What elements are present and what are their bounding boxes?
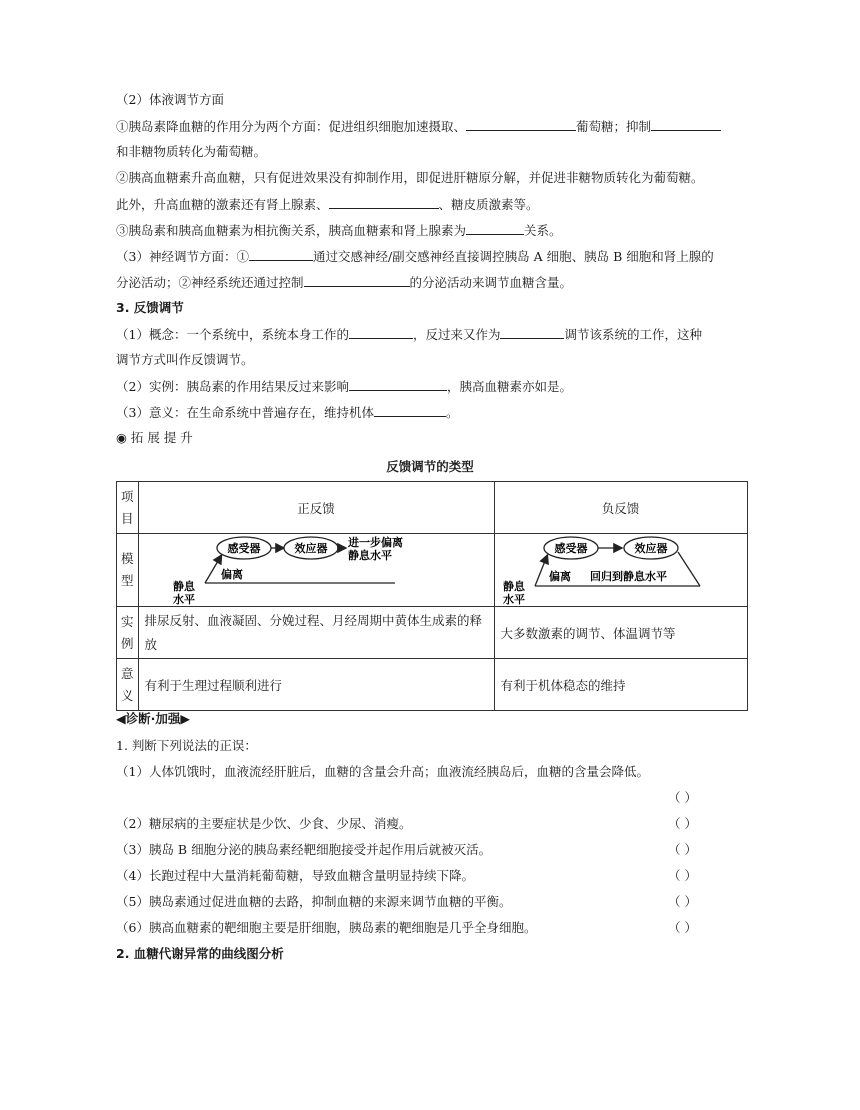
fill-blank[interactable] [500, 326, 564, 339]
text-line: ①胰岛素降血糖的作用分为两个方面：促进组织细胞加速摄取、 葡萄糖；抑制 [116, 118, 721, 135]
rest-label-2: 水平 [502, 593, 525, 606]
text-line: 此外，升高血糖的激素还有肾上腺素、 、糖皮质激素等。 [116, 197, 539, 212]
fill-blank[interactable] [329, 196, 439, 209]
text-line: ③胰岛素和胰高血糖素为相抗衡关系，胰高血糖素和肾上腺素为 关系。 [116, 223, 562, 238]
answer-bracket[interactable]: （ ） [668, 842, 697, 857]
fill-blank[interactable] [374, 404, 446, 417]
table-row [117, 659, 748, 711]
negative-model-cell [494, 534, 747, 607]
table-row [117, 607, 748, 659]
fill-blank[interactable] [466, 222, 524, 235]
subsection-neural: （3）神经调节方面：① 通过交感神经/副交感神经直接调控胰岛 A 细胞、胰岛 B 细胞和肾上腺的 [116, 249, 714, 264]
receptor-label: 感受器 [227, 542, 261, 555]
text-line: 和非糖物质转化为葡萄糖。 [116, 144, 267, 159]
extension-heading: ◉ 拓 展 提 升 [116, 430, 193, 445]
answer-bracket[interactable]: （ ） [668, 868, 697, 883]
section-heading: 3. 反馈调节 [116, 300, 184, 315]
subsection-humoral: （2）体液调节方面 [116, 92, 224, 107]
text-line: 分泌活动；②神经系统还通过控制 的分泌活动来调节血糖含量。 [116, 275, 573, 290]
table-row [117, 482, 748, 534]
fill-blank[interactable] [466, 118, 576, 131]
statement-6: （6）胰高血糖素的靶细胞主要是肝细胞，胰岛素的靶细胞是几乎全身细胞。 [116, 920, 537, 935]
question-1: 1. 判断下列说法的正误： [116, 738, 257, 753]
statement-5: （5）胰岛素通过促进血糖的去路，抑制血糖的来源来调节血糖的平衡。 [116, 894, 512, 909]
positive-model-cell [138, 534, 494, 607]
feedback-table [116, 481, 748, 711]
question-2: 2. 血糖代谢异常的曲线图分析 [116, 946, 284, 961]
row-header: 意义 [117, 659, 139, 711]
output-label-1: 进一步偏离 [347, 536, 403, 549]
statement-2: （2）糖尿病的主要症状是少饮、少食、少尿、消瘦。 [116, 816, 412, 831]
return-label: 回归到静息水平 [589, 570, 667, 583]
output-label-2: 静息水平 [347, 549, 392, 562]
statement-3: （3）胰岛 B 细胞分泌的胰岛素经靶细胞接受并起作用后就被灭活。 [116, 842, 492, 857]
rest-label-1: 静息 [502, 580, 525, 593]
table-row [117, 534, 748, 607]
row-header: 项目 [117, 482, 139, 534]
fill-blank[interactable] [349, 326, 413, 339]
table-title: 反馈调节的类型 [386, 459, 474, 474]
answer-bracket[interactable]: （ ） [668, 920, 697, 935]
text-line: （1）概念：一个系统中，系统本身工作的 ，反过来又作为 调节该系统的工作，这种 [116, 327, 702, 342]
statement-1: （1）人体饥饿时，血液流经肝脏后，血糖的含量会升高；血液流经胰岛后，血糖的含量会降低。 [116, 764, 649, 779]
fill-blank[interactable] [349, 378, 447, 391]
text-line: （3）意义：在生命系统中普遍存在，维持机体 。 [116, 405, 459, 420]
answer-bracket[interactable]: （ ） [668, 816, 697, 831]
statement-4: （4）长跑过程中大量消耗葡萄糖，导致血糖含量明显持续下降。 [116, 868, 474, 883]
answer-bracket[interactable]: （ ） [668, 894, 697, 909]
positive-meaning: 有利于生理过程顺利进行 [138, 659, 494, 711]
diagnosis-heading: ◀诊断·加强▶ [116, 711, 190, 726]
answer-bracket[interactable]: （ ） [668, 790, 697, 805]
fill-blank[interactable] [249, 248, 313, 261]
col-header-positive: 正反馈 [138, 482, 494, 534]
deviation-label: 偏离 [548, 570, 571, 583]
effector-label: 效应器 [634, 542, 668, 555]
positive-feedback-diagram [139, 534, 494, 606]
text-line: ②胰高血糖素升高血糖，只有促进效果没有抑制作用，即促进肝糖原分解，并促进非糖物质转化为葡萄糖。 [116, 170, 704, 185]
text-line: 调节方式叫作反馈调节。 [116, 352, 254, 367]
negative-feedback-diagram [495, 534, 747, 606]
negative-example: 大多数激素的调节、体温调节等 [494, 607, 747, 659]
receptor-label: 感受器 [554, 542, 588, 555]
rest-label-2: 水平 [172, 593, 195, 606]
negative-meaning: 有利于机体稳态的维持 [494, 659, 747, 711]
row-header: 实例 [117, 607, 139, 659]
col-header-negative: 负反馈 [494, 482, 747, 534]
positive-example: 排尿反射、血液凝固、分娩过程、月经周期中黄体生成素的释放 [138, 607, 494, 659]
effector-label: 效应器 [294, 542, 328, 555]
rest-label-1: 静息 [172, 580, 195, 593]
text-line: （2）实例：胰岛素的作用结果反过来影响 ，胰高血糖素亦如是。 [116, 379, 572, 394]
fill-blank[interactable] [304, 274, 410, 287]
row-header: 模型 [117, 534, 139, 607]
fill-blank[interactable] [651, 118, 721, 131]
deviation-label: 偏离 [220, 568, 243, 581]
